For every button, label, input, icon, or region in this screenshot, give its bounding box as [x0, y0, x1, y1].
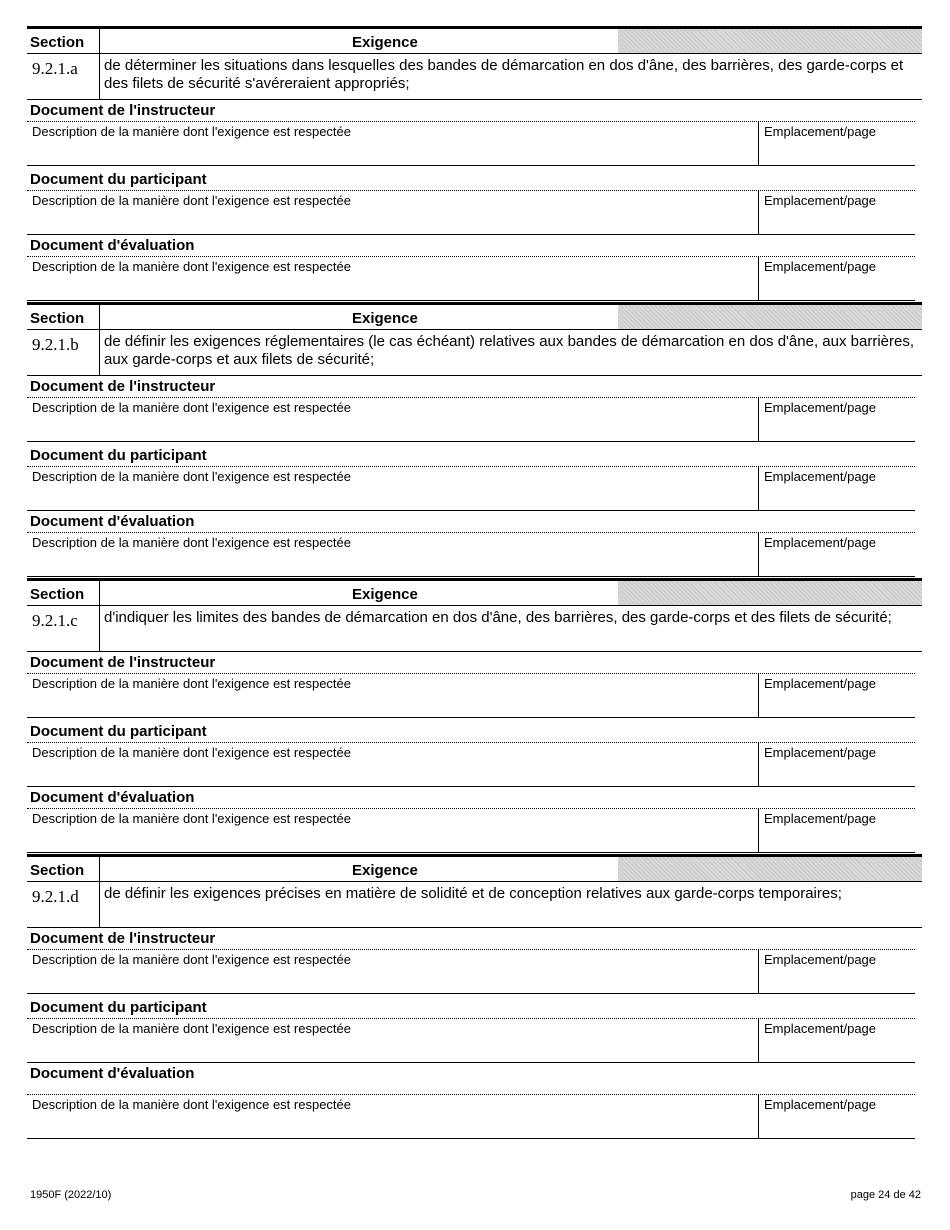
evaluation-document-section [27, 513, 922, 579]
location-label: Emplacement/page [764, 1097, 877, 1112]
location-label: Emplacement/page [764, 469, 877, 484]
page-number: page 24 de 42 [850, 1189, 921, 1201]
description-label: Description de la manière dont l'exigence est respectée [32, 676, 351, 691]
exigence-column-label: Exigence [352, 586, 418, 603]
section-column-label: Section [30, 862, 85, 879]
description-label: Description de la manière dont l'exigence est respectée [32, 952, 351, 967]
requirement-row [27, 606, 922, 652]
section-column-label: Section [30, 586, 85, 603]
participant-document-field[interactable] [27, 466, 915, 511]
evaluation-document-title: Document d'évaluation [30, 237, 195, 254]
participant-document-section [27, 723, 922, 789]
requirement-header [27, 578, 922, 606]
exigence-column-label: Exigence [352, 310, 418, 327]
description-label: Description de la manière dont l'exigence est respectée [32, 124, 351, 139]
description-label: Description de la manière dont l'exigence est respectée [32, 1097, 351, 1112]
form-identifier: 1950F (2022/10) [30, 1189, 112, 1201]
participant-document-field[interactable] [27, 1018, 915, 1063]
evaluation-document-field[interactable] [27, 532, 915, 577]
evaluation-document-field[interactable] [27, 1094, 915, 1139]
description-label: Description de la manière dont l'exigence est respectée [32, 745, 351, 760]
evaluation-document-section [27, 237, 922, 303]
location-label: Emplacement/page [764, 952, 877, 967]
instructor-document-section [27, 930, 922, 996]
participant-document-field[interactable] [27, 190, 915, 235]
evaluation-document-title: Document d'évaluation [30, 789, 195, 806]
section-number: 9.2.1.a [32, 59, 78, 78]
description-label: Description de la manière dont l'exigence est respectée [32, 400, 351, 415]
evaluation-document-field[interactable] [27, 808, 915, 853]
participant-document-section [27, 999, 922, 1065]
requirement-header [27, 854, 922, 882]
description-label: Description de la manière dont l'exigence est respectée [32, 193, 351, 208]
location-label: Emplacement/page [764, 535, 877, 550]
location-label: Emplacement/page [764, 811, 877, 826]
description-label: Description de la manière dont l'exigence est respectée [32, 1021, 351, 1036]
section-column-label: Section [30, 310, 85, 327]
location-label: Emplacement/page [764, 193, 877, 208]
location-label: Emplacement/page [764, 124, 877, 139]
section-number: 9.2.1.b [32, 335, 79, 354]
instructor-document-title: Document de l'instructeur [30, 102, 216, 119]
requirement-header [27, 302, 922, 330]
evaluation-document-title: Document d'évaluation [30, 513, 195, 530]
location-label: Emplacement/page [764, 400, 877, 415]
evaluation-document-section [27, 1065, 922, 1141]
description-label: Description de la manière dont l'exigence est respectée [32, 811, 351, 826]
evaluation-document-title: Document d'évaluation [30, 1065, 195, 1082]
description-label: Description de la manière dont l'exigence est respectée [32, 259, 351, 274]
participant-document-field[interactable] [27, 742, 915, 787]
section-number: 9.2.1.d [32, 887, 79, 906]
instructor-document-field[interactable] [27, 949, 915, 994]
instructor-document-section [27, 102, 922, 168]
requirement-row [27, 54, 922, 100]
requirement-header [27, 26, 922, 54]
participant-document-section [27, 447, 922, 513]
participant-document-title: Document du participant [30, 723, 207, 740]
requirement-text: de définir les exigences précises en matière de solidité et de conception relatives aux garde-corps temporaires; [104, 885, 842, 902]
location-label: Emplacement/page [764, 745, 877, 760]
section-column-label: Section [30, 34, 85, 51]
participant-document-section [27, 171, 922, 237]
instructor-document-section [27, 654, 922, 720]
location-label: Emplacement/page [764, 1021, 877, 1036]
instructor-document-section [27, 378, 922, 444]
description-label: Description de la manière dont l'exigence est respectée [32, 535, 351, 550]
requirement-text: d'indiquer les limites des bandes de démarcation en dos d'âne, des barrières, des garde-corps et des filets de sécurité; [104, 609, 892, 626]
instructor-document-field[interactable] [27, 121, 915, 166]
requirement-row [27, 882, 922, 928]
description-label: Description de la manière dont l'exigence est respectée [32, 469, 351, 484]
exigence-column-label: Exigence [352, 34, 418, 51]
evaluation-document-field[interactable] [27, 256, 915, 301]
requirement-text: de déterminer les situations dans lesquelles des bandes de démarcation en dos d'âne, des barrières, des garde-corps et des filets de sécurité s'avéreraient appropriés; [104, 57, 904, 92]
participant-document-title: Document du participant [30, 999, 207, 1016]
evaluation-document-section [27, 789, 922, 855]
instructor-document-title: Document de l'instructeur [30, 654, 216, 671]
instructor-document-field[interactable] [27, 397, 915, 442]
instructor-document-title: Document de l'instructeur [30, 378, 216, 395]
instructor-document-field[interactable] [27, 673, 915, 718]
requirement-row [27, 330, 922, 376]
instructor-document-title: Document de l'instructeur [30, 930, 216, 947]
location-label: Emplacement/page [764, 259, 877, 274]
requirement-text: de définir les exigences réglementaires (le cas échéant) relatives aux bandes de démarcation en dos d'âne, aux barrières, aux garde-corps et aux filets de sécurité; [104, 333, 914, 368]
section-number: 9.2.1.c [32, 611, 78, 630]
exigence-column-label: Exigence [352, 862, 418, 879]
location-label: Emplacement/page [764, 676, 877, 691]
participant-document-title: Document du participant [30, 447, 207, 464]
participant-document-title: Document du participant [30, 171, 207, 188]
